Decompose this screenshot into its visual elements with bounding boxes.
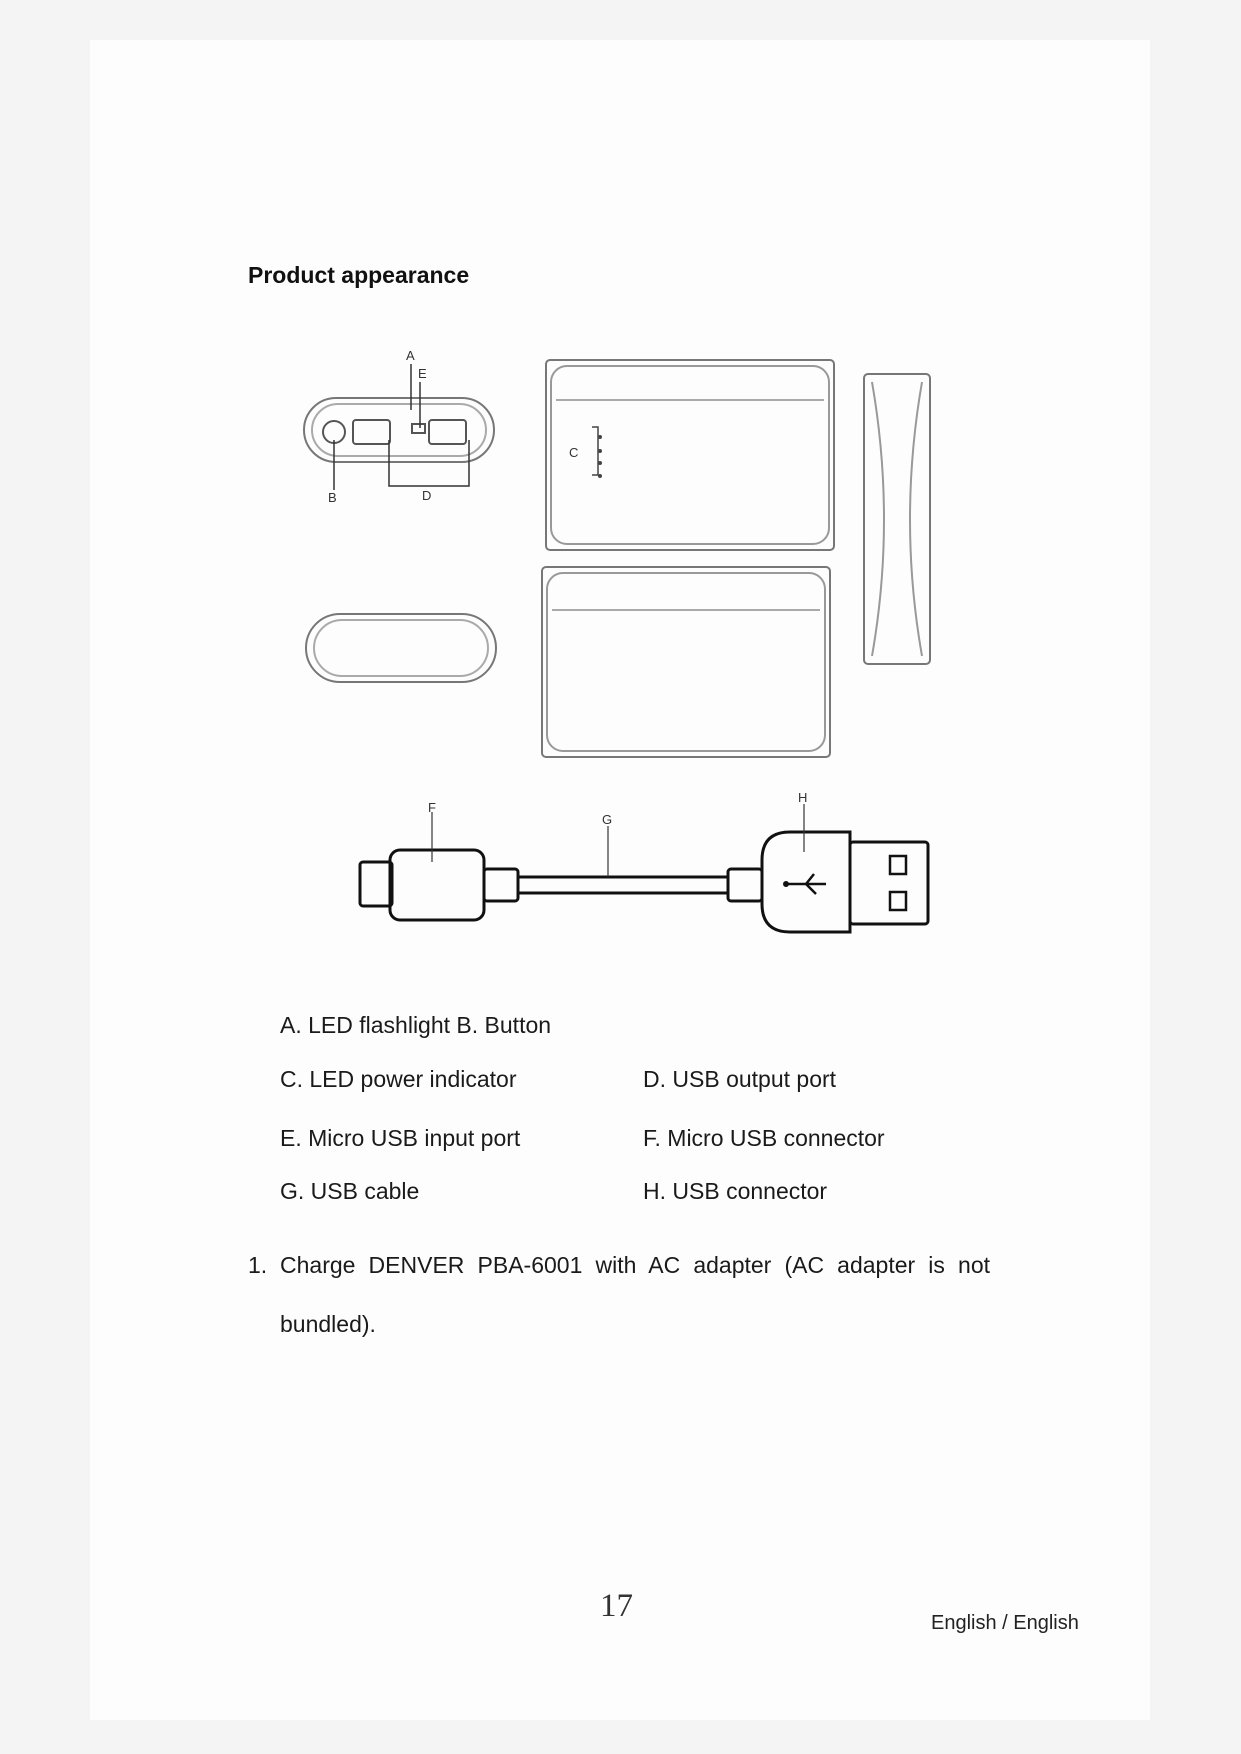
powerbank-back-view	[542, 567, 830, 757]
legend-item-g: G. USB cable	[280, 1178, 420, 1204]
section-title: Product appearance	[248, 262, 470, 288]
powerbank-top-view	[304, 398, 494, 462]
legend-row-ab: A. LED flashlight B. Button	[280, 1012, 552, 1038]
legend-item-c: C. LED power indicator	[280, 1066, 517, 1092]
callout-d: D	[422, 488, 432, 503]
step-number: 1.	[248, 1252, 268, 1278]
usb-cable	[360, 804, 928, 932]
callout-b: B	[328, 490, 337, 505]
powerbank-side-view	[546, 360, 834, 550]
legend-item-e: E. Micro USB input port	[280, 1125, 521, 1151]
legend-item-h: H. USB connector	[643, 1178, 828, 1204]
callout-a: A	[406, 348, 415, 363]
callout-f: F	[428, 800, 436, 815]
step-text-line-2: bundled).	[280, 1311, 376, 1337]
callout-h: H	[798, 790, 808, 805]
callout-e: E	[418, 366, 427, 381]
callout-lines	[334, 364, 469, 490]
footer-language: English / English	[931, 1612, 1079, 1634]
callout-c: C	[569, 445, 579, 460]
page-number: 17	[600, 1588, 633, 1624]
legend-item-f: F. Micro USB connector	[643, 1125, 885, 1151]
powerbank-bottom-view	[306, 614, 496, 682]
callout-g: G	[602, 812, 613, 827]
powerbank-end-view	[864, 374, 930, 664]
legend-item-d: D. USB output port	[643, 1066, 837, 1092]
figure-callouts	[328, 348, 807, 827]
step-text-line-1: Charge DENVER PBA-6001 with AC adapter (AC adapter is not	[280, 1252, 990, 1278]
